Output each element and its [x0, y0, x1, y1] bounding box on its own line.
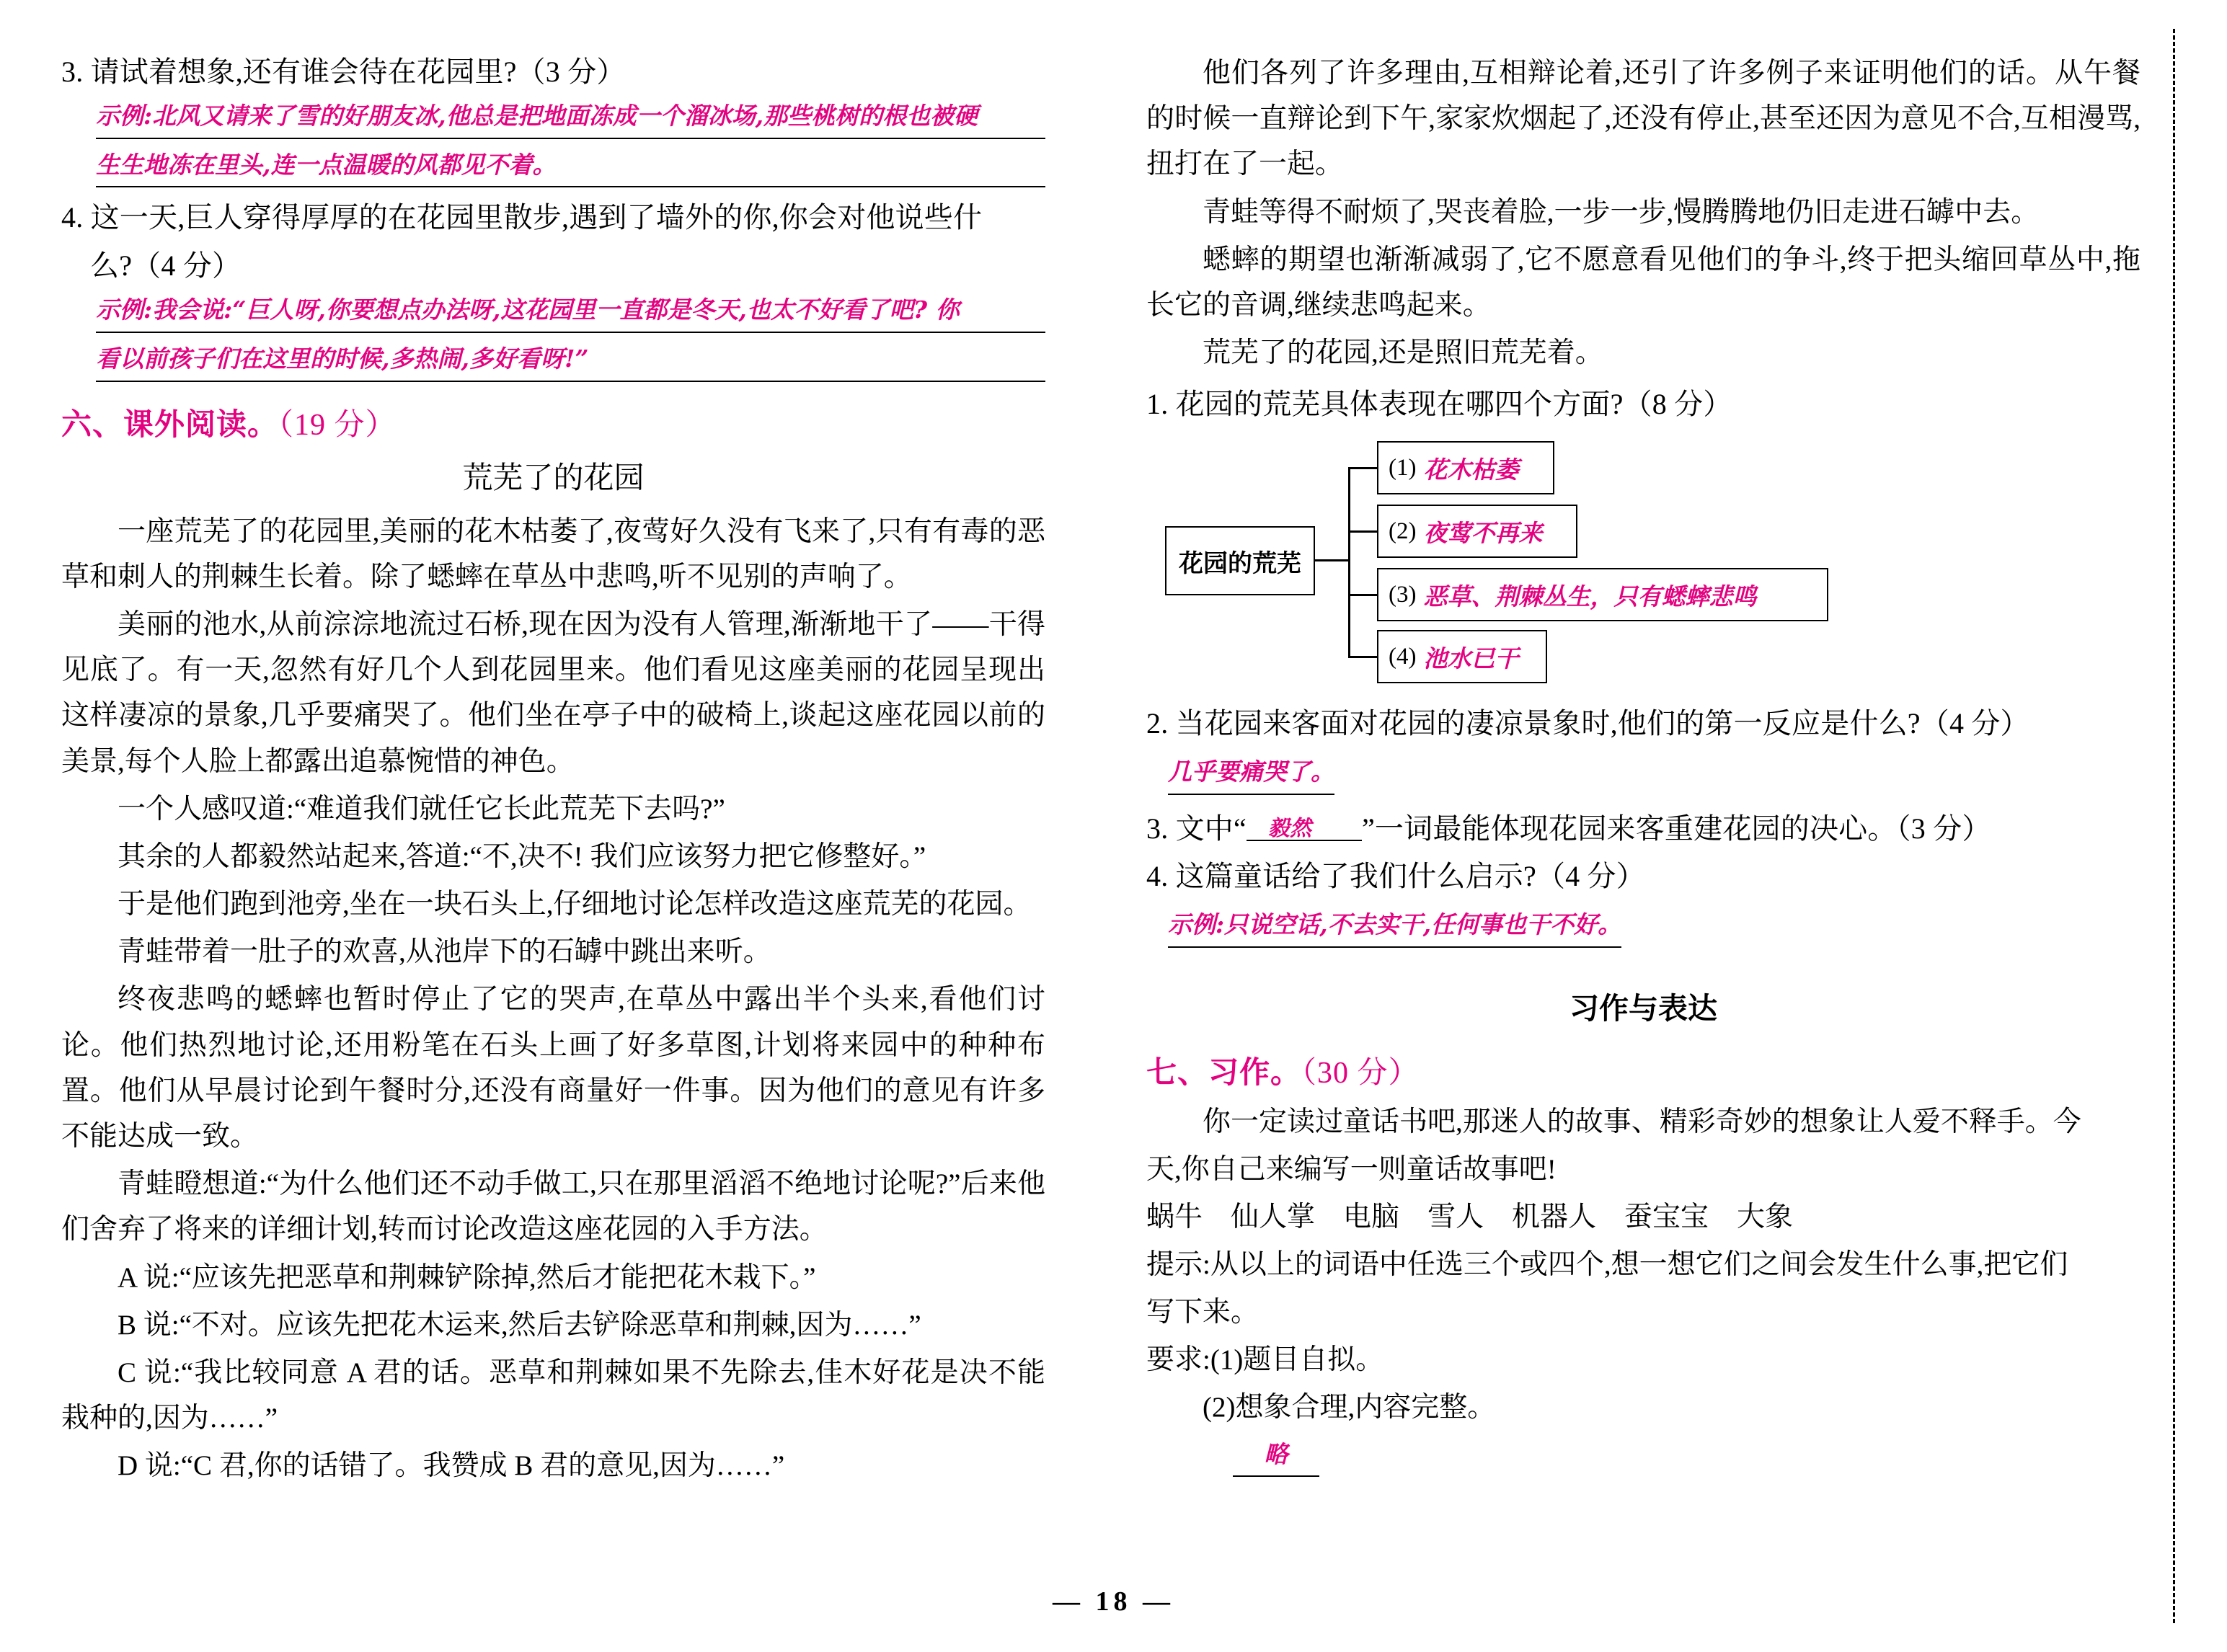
section-six-heading — [61, 401, 1045, 444]
section-six-points: （19 分） — [278, 408, 397, 442]
writing-intro-line-2: 天,你自己来编写一则童话故事吧! — [1146, 1154, 1557, 1186]
question-3-prompt: 3. 请试着想象,还有谁会待在花园里?（3 分） — [61, 55, 626, 88]
right-question-3-text-after: ”一词最能体现花园来客重建花园的决心。（3 分） — [1361, 812, 1991, 845]
right-question-2-prompt: 2. 当花园来客面对花园的凄凉景象时,他们的第一反应是什么?（4 分） — [1146, 707, 2029, 740]
writing-section-title: 习作与表达 — [1569, 992, 1717, 1026]
right-question-4-answer: 示例:只说空话,不去实干,任何事也干不好。 — [1168, 907, 1621, 948]
article-paragraph: D 说:“C 君,你的话错了。我赞成 B 君的意见,因为……” — [118, 1450, 785, 1482]
diagram-leaf-node-4 — [1377, 630, 1547, 683]
cut-dashed-line — [2173, 29, 2175, 1623]
article-paragraph: 一座荒芜了的花园里,美丽的花木枯萎了,夜莺好久没有飞来了,只有有毒的恶草和刺人的荆棘生长着。除了蟋蟀在草丛中悲鸣,听不见别的声响了。 — [61, 515, 1045, 592]
diagram-branch-stub — [1348, 594, 1378, 596]
right-column — [1103, 0, 2227, 1652]
article-paragraph: 其余的人都毅然站起来,答道:“不,决不! 我们应该努力把它修整好。” — [118, 840, 926, 872]
left-column — [0, 0, 1103, 1652]
diagram-leaf-index: (2) — [1389, 518, 1417, 544]
diagram-leaf-text: 夜莺不再来 — [1423, 518, 1543, 547]
article-paragraph: A 说:“应该先把恶草和荆棘铲除掉,然后才能把花木栽下。” — [118, 1261, 816, 1293]
question-4-answer-line-2: 看以前孩子们在这里的时候,多热闹,多好看呀!” — [96, 342, 1045, 382]
diagram-spine-line — [1348, 467, 1350, 657]
article-paragraph: 终夜悲鸣的蟋蟀也暂时停止了它的哭声,在草丛中露出半个头来,看他们讨论。他们热烈地讨论,还用粉笔在石头上画了好多草图,计划将来园中的种种布置。他们从早晨讨论到午餐时分,还没有商量好一件事。因为他们的意见有许多不能达成一致。 — [61, 984, 1045, 1152]
writing-requirement-line-1: 要求:(1)题目自拟。 — [1146, 1344, 1384, 1376]
writing-tip-line-2: 写下来。 — [1146, 1296, 1259, 1328]
right-question-3-text-before: 3. 文中“ — [1146, 812, 1247, 845]
writing-intro-line-1: 你一定读过童话书吧,那迷人的故事、精彩奇妙的想象让人爱不释手。今 — [1203, 1106, 2081, 1138]
article-paragraph: B 说:“不对。应该先把花木运来,然后去铲除恶草和荆棘,因为……” — [118, 1309, 921, 1341]
page-number: — 18 — — [1053, 1586, 1174, 1617]
diagram-branch-stub — [1348, 656, 1378, 658]
diagram-leaf-node-2 — [1377, 505, 1577, 558]
question-3-answer-line-1: 示例:北风又请来了雪的好朋友冰,他总是把地面冻成一个溜冰场,那些桃树的根也被硬 — [96, 99, 1045, 139]
diagram-leaf-node-3 — [1377, 568, 1828, 621]
diagram-leaf-index: (1) — [1389, 454, 1417, 481]
diagram-leaf-index: (3) — [1389, 581, 1417, 608]
diagram-leaf-index: (4) — [1389, 643, 1417, 670]
article-paragraph: 青蛙带着一肚子的欢喜,从池岸下的石罅中跳出来听。 — [118, 936, 771, 968]
question-4-prompt-line-2: 么?（4 分） — [90, 249, 242, 283]
article-paragraph: C 说:“我比较同意 A 君的话。恶草和荆棘如果不先除去,佳木好花是决不能栽种的,因为……” — [61, 1356, 1045, 1434]
section-seven-heading — [1146, 1049, 2140, 1092]
right-question-2-answer: 几乎要痛哭了。 — [1168, 755, 1334, 795]
article-paragraph-cont: 荒芜了的花园,还是照旧荒芜着。 — [1203, 337, 1603, 369]
article-paragraph-cont: 他们各列了许多理由,互相辩论着,还引了许多例子来证明他们的话。从午餐的时候一直辩论到下午,家家炊烟起了,还没有停止,甚至还因为意见不合,互相漫骂,扭打在了一起。 — [1146, 58, 2140, 180]
diagram-leaf-node-1 — [1377, 441, 1554, 494]
diagram-trunk-line — [1315, 559, 1350, 561]
right-question-3-blank: 毅然 — [1247, 818, 1362, 841]
question-3-answer-line-2: 生生地冻在里头,连一点温暖的风都见不着。 — [96, 148, 1045, 188]
writing-tip-line-1: 提示:从以上的词语中任选三个或四个,想一想它们之间会发生什么事,把它们 — [1146, 1248, 2068, 1280]
article-paragraph: 一个人感叹道:“难道我们就任它长此荒芜下去吗?” — [118, 793, 725, 825]
writing-answer-mark: 略 — [1233, 1437, 1319, 1478]
writing-requirement-line-2: (2)想象合理,内容完整。 — [1203, 1392, 1496, 1424]
question-4-prompt-line-1: 4. 这一天,巨人穿得厚厚的在花园里散步,遇到了墙外的你,你会对他说些什 — [61, 201, 983, 234]
section-six-label: 六、课外阅读。 — [61, 407, 279, 441]
article-paragraph: 美丽的池水,从前淙淙地流过石桥,现在因为没有人管理,渐渐地干了——干得见底了。有一天,忽然有好几个人到花园里来。他们看见这座美丽的花园呈现出这样凄凉的景象,几乎要痛哭了。他们坐在亭子中的破椅上,谈起这座花园以前的美景,每个人脸上都露出追慕惋惜的神色。 — [61, 609, 1045, 777]
article-paragraph: 于是他们跑到池旁,坐在一块石头上,仔细地讨论怎样改造这座荒芜的花园。 — [118, 889, 1032, 920]
right-question-1-prompt: 1. 花园的荒芜具体表现在哪四个方面?（8 分） — [1146, 388, 1732, 421]
writing-word-list: 蜗牛 仙人掌 电脑 雪人 机器人 蚕宝宝 大象 — [1146, 1202, 1794, 1233]
diagram-leaf-text: 花木枯萎 — [1423, 455, 1519, 484]
article-paragraph: 青蛙瞪想道:“为什么他们还不动手做工,只在那里滔滔不绝地讨论呢?”后来他们舍弃了将来的详细计划,转而讨论改造这座花园的入手方法。 — [61, 1168, 1045, 1245]
section-seven-label: 七、习作。 — [1146, 1055, 1302, 1090]
diagram-branch-stub — [1348, 530, 1378, 533]
diagram-leaf-text: 池水已干 — [1423, 644, 1519, 672]
right-question-3-prompt — [1146, 807, 2140, 851]
article-paragraph-cont: 蟋蟀的期望也渐渐减弱了,它不愿意看见他们的争斗,终于把头缩回草丛中,拖长它的音调,继续悲鸣起来。 — [1146, 244, 2140, 321]
right-question-4-prompt: 4. 这篇童话给了我们什么启示?（4 分） — [1146, 860, 1645, 893]
question-4-answer-line-1: 示例:我会说:“巨人呀,你要想点办法呀,这花园里一直都是冬天,也太不好看了吧? 你 — [96, 293, 1045, 333]
article-paragraph-cont: 青蛙等得不耐烦了,哭丧着脸,一步一步,慢腾腾地仍旧走进石罅中去。 — [1203, 196, 2040, 228]
article-title: 荒芜了的花园 — [462, 460, 645, 494]
diagram-leaf-text: 恶草、荆棘丛生，只有蟋蟀悲鸣 — [1423, 582, 1757, 610]
diagram-root-label: 花园的荒芜 — [1179, 549, 1301, 577]
diagram-branch-stub — [1348, 467, 1378, 469]
garden-desolation-diagram — [1146, 440, 2140, 692]
section-seven-points: （30 分） — [1301, 1057, 1420, 1091]
diagram-root-node — [1165, 526, 1315, 595]
